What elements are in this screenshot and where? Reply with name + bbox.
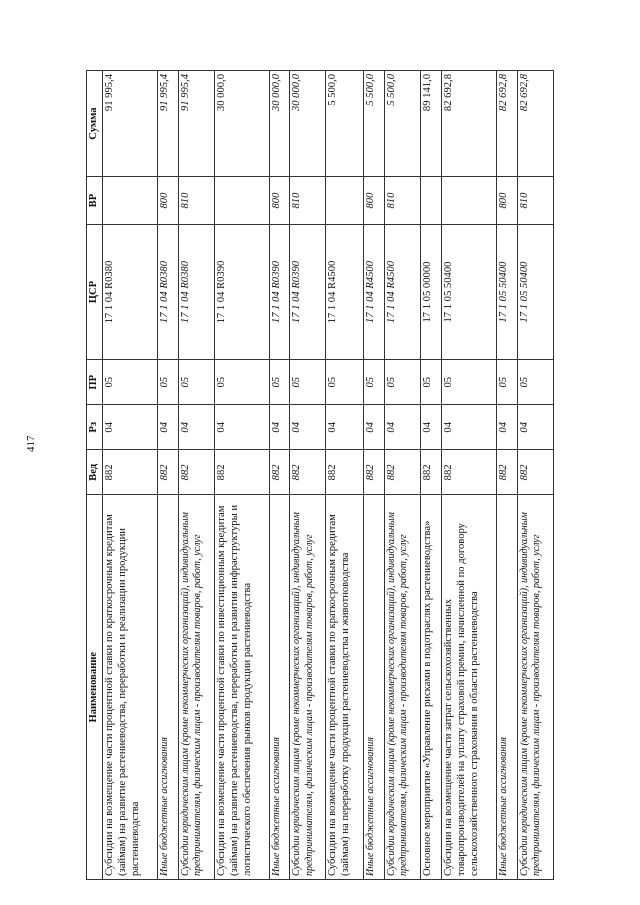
- table-row: [214, 71, 269, 880]
- cell-rz: 04: [421, 405, 442, 450]
- cell-csr: 17 1 04 R0380: [102, 224, 157, 359]
- cell-ved: 882: [421, 450, 442, 495]
- table-row: [157, 71, 178, 880]
- cell-ved: 882: [214, 450, 269, 495]
- cell-name: Субсидии юридическим лицам (кроме некоммерческих организаций), индивидуальным предпринимателям, физическим лицам - производителям товаров, работ, услуг: [385, 495, 421, 880]
- table-row: [102, 71, 157, 880]
- cell-name: Субсидии на возмещение части процентной ставки по краткосрочным кредитам (займам) на развитие растениеводства, переработки и реализации продукции растениеводства: [102, 495, 157, 880]
- cell-csr: 17 1 04 R4500: [326, 224, 364, 359]
- cell-vr: 810: [178, 177, 214, 225]
- cell-sum: 30 000,0: [269, 71, 290, 177]
- page-number: 417: [25, 435, 37, 452]
- cell-rz: 04: [326, 405, 364, 450]
- cell-csr: 17 1 04 R4500: [385, 224, 421, 359]
- cell-csr: 17 1 04 R0390: [214, 224, 269, 359]
- cell-ved: 882: [269, 450, 290, 495]
- cell-name: Субсидии на возмещение части процентной ставки по инвестиционным кредитам (займам) на развитие растениеводства, переработки и развития инфраструктуры и логистического обеспечения рынков продукции растениеводства: [214, 495, 269, 880]
- cell-pr: 05: [290, 360, 326, 405]
- cell-sum: 5 500,0: [364, 71, 385, 177]
- cell-pr: 05: [497, 360, 518, 405]
- cell-csr: 17 1 05 50400: [497, 224, 518, 359]
- cell-ved: 882: [385, 450, 421, 495]
- cell-name: Иные бюджетные ассигнования: [497, 495, 518, 880]
- rotated-page: [86, 70, 554, 880]
- cell-csr: 17 1 04 R0390: [269, 224, 290, 359]
- cell-rz: 04: [442, 405, 497, 450]
- cell-vr: [442, 177, 497, 225]
- cell-name: Субсидии юридическим лицам (кроме некоммерческих организаций), индивидуальным предпринимателям, физическим лицам - производителям товаров, работ, услуг: [517, 495, 553, 880]
- cell-vr: 810: [517, 177, 553, 225]
- cell-csr: 17 1 04 R0380: [178, 224, 214, 359]
- cell-rz: 04: [364, 405, 385, 450]
- table-row: [385, 71, 421, 880]
- cell-csr: 17 1 04 R0380: [157, 224, 178, 359]
- cell-name: Субсидии на возмещение части процентной ставки по краткосрочным кредитам (займам) на переработку продукции растениеводства и животноводства: [326, 495, 364, 880]
- table-row: [421, 71, 442, 880]
- cell-pr: 05: [178, 360, 214, 405]
- cell-ved: 882: [102, 450, 157, 495]
- header-vr: ВР: [87, 177, 103, 225]
- cell-sum: 82 692,8: [442, 71, 497, 177]
- header-sum: Сумма: [87, 71, 103, 177]
- table-row: [290, 71, 326, 880]
- table-row: [269, 71, 290, 880]
- cell-rz: 04: [214, 405, 269, 450]
- cell-vr: 810: [290, 177, 326, 225]
- header-pr: ПР: [87, 360, 103, 405]
- cell-csr: 17 1 05 00000: [421, 224, 442, 359]
- cell-vr: 800: [269, 177, 290, 225]
- cell-ved: 882: [290, 450, 326, 495]
- table-row: [364, 71, 385, 880]
- cell-rz: 04: [102, 405, 157, 450]
- cell-ved: 882: [157, 450, 178, 495]
- cell-csr: 17 1 05 50400: [442, 224, 497, 359]
- cell-ved: 882: [497, 450, 518, 495]
- cell-name: Субсидии юридическим лицам (кроме некоммерческих организаций), индивидуальным предпринимателям, физическим лицам - производителям товаров, работ, услуг: [290, 495, 326, 880]
- cell-pr: 05: [385, 360, 421, 405]
- cell-sum: 5 500,0: [385, 71, 421, 177]
- cell-ved: 882: [178, 450, 214, 495]
- cell-rz: 04: [178, 405, 214, 450]
- table-row: [442, 71, 497, 880]
- cell-rz: 04: [517, 405, 553, 450]
- header-csr: ЦСР: [87, 224, 103, 359]
- cell-pr: 05: [102, 360, 157, 405]
- cell-pr: 05: [442, 360, 497, 405]
- cell-ved: 882: [442, 450, 497, 495]
- header-ved: Вед: [87, 450, 103, 495]
- table-row: [178, 71, 214, 880]
- cell-csr: 17 1 05 50400: [517, 224, 553, 359]
- cell-sum: 82 692,8: [497, 71, 518, 177]
- cell-name: Субсидии на возмещение части затрат сельскохозяйственных товаропроизводителей на уплату страховой премии, начисленной по договору сельскохозяйственного страхования в области растениеводства: [442, 495, 497, 880]
- cell-pr: 05: [421, 360, 442, 405]
- cell-sum: 91 995,4: [102, 71, 157, 177]
- cell-sum: 89 141,0: [421, 71, 442, 177]
- cell-rz: 04: [497, 405, 518, 450]
- cell-name: Иные бюджетные ассигнования: [364, 495, 385, 880]
- cell-pr: 05: [214, 360, 269, 405]
- table-row: [497, 71, 518, 880]
- cell-vr: 810: [385, 177, 421, 225]
- cell-name: Иные бюджетные ассигнования: [269, 495, 290, 880]
- cell-pr: 05: [326, 360, 364, 405]
- cell-ved: 882: [326, 450, 364, 495]
- cell-csr: 17 1 04 R4500: [364, 224, 385, 359]
- cell-rz: 04: [269, 405, 290, 450]
- cell-name: Субсидии юридическим лицам (кроме некоммерческих организаций), индивидуальным предпринимателям, физическим лицам - производителям товаров, работ, услуг: [178, 495, 214, 880]
- cell-rz: 04: [385, 405, 421, 450]
- cell-ved: 882: [364, 450, 385, 495]
- cell-rz: 04: [157, 405, 178, 450]
- table-row: [326, 71, 364, 880]
- cell-vr: [102, 177, 157, 225]
- cell-pr: 05: [364, 360, 385, 405]
- header-rz: Рз: [87, 405, 103, 450]
- cell-pr: 05: [157, 360, 178, 405]
- cell-vr: [214, 177, 269, 225]
- cell-sum: 82 692,8: [517, 71, 553, 177]
- cell-sum: 30 000,0: [290, 71, 326, 177]
- cell-sum: 91 995,4: [157, 71, 178, 177]
- cell-ved: 882: [517, 450, 553, 495]
- budget-table: [86, 70, 554, 880]
- cell-pr: 05: [517, 360, 553, 405]
- header-name: Наименование: [87, 495, 103, 880]
- cell-vr: 800: [364, 177, 385, 225]
- cell-sum: 91 995,4: [178, 71, 214, 177]
- cell-csr: 17 1 04 R0390: [290, 224, 326, 359]
- table-row: [517, 71, 553, 880]
- cell-vr: [326, 177, 364, 225]
- cell-rz: 04: [290, 405, 326, 450]
- cell-sum: 30 000,0: [214, 71, 269, 177]
- cell-name: Иные бюджетные ассигнования: [157, 495, 178, 880]
- cell-vr: 800: [497, 177, 518, 225]
- cell-vr: [421, 177, 442, 225]
- cell-pr: 05: [269, 360, 290, 405]
- cell-vr: 800: [157, 177, 178, 225]
- table-header-row: [87, 71, 103, 880]
- cell-sum: 5 500,0: [326, 71, 364, 177]
- cell-name: Основное мероприятие «Управление рисками в подотраслях растениеводства»: [421, 495, 442, 880]
